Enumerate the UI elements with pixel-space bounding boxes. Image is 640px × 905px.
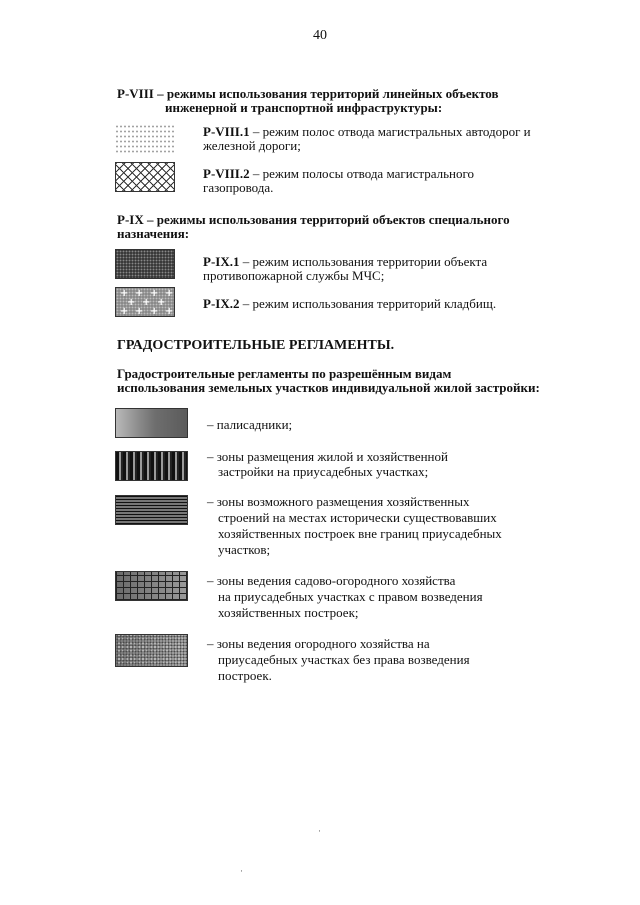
page-number: 40 — [313, 28, 327, 43]
legend-code: Р-VIII.2 — [203, 166, 250, 181]
section-viii-code: Р-VIII — [117, 86, 154, 101]
legend-code: Р-IX.2 — [203, 296, 240, 311]
legend-swatch-vertical-stripes — [115, 451, 188, 481]
legend-swatch-gradient — [115, 408, 188, 438]
legend-swatch-mottled — [115, 634, 188, 667]
reg-item-2-line2: застройки на приусадебных участках; — [218, 464, 429, 479]
legend-item-viii-1 — [203, 124, 531, 139]
reg-item-5-line1: – зоны ведения огородного хозяйства на — [207, 636, 430, 651]
legend-text-line2: железной дороги; — [203, 138, 301, 153]
reg-item-4-line2: на приусадебных участках с правом возведения — [218, 589, 483, 604]
legend-code: Р-IX.1 — [203, 254, 240, 269]
legend-item-viii-2 — [203, 166, 474, 181]
legend-text: – режим использования территорий кладбищ. — [239, 296, 497, 311]
legend-text: – режим полос отвода магистральных автодорог и — [249, 124, 531, 139]
section-ix-title — [117, 212, 510, 227]
reg-item-1-line1: – палисадники; — [207, 417, 293, 432]
reg-item-2-line1: – зоны размещения жилой и хозяйственной — [207, 449, 448, 464]
regulations-subheading-line1: Градостроительные регламенты по разрешённым видам — [117, 366, 452, 381]
reg-item-3-line3: хозяйственных построек вне границ приусадебных — [218, 526, 502, 541]
section-ix-title-line2: назначения: — [117, 226, 190, 241]
section-ix-title-line1: – режимы использования территорий объектов специального — [143, 212, 510, 227]
legend-text-line2: противопожарной службы МЧС; — [203, 268, 385, 283]
section-viii-title-line1: – режимы использования территорий линейных объектов — [153, 86, 499, 101]
section-viii-title — [117, 86, 499, 101]
reg-item-3-line2: строений на местах исторически существовавших — [218, 510, 497, 525]
legend-swatch-dark — [115, 249, 175, 279]
section-viii-title-line2: инженерной и транспортной инфраструктуры: — [165, 100, 443, 115]
reg-item-4-line1: – зоны ведения садово-огородного хозяйства — [207, 573, 456, 588]
legend-swatch-plus: + + + + + + + + + + + — [115, 287, 175, 317]
legend-swatch-horizontal-stripes — [115, 495, 188, 525]
legend-text: – режим полосы отвода магистрального — [249, 166, 475, 181]
scan-mark: · — [240, 866, 243, 876]
reg-item-5-line3: построек. — [218, 668, 272, 683]
legend-swatch-grid — [115, 571, 188, 601]
reg-item-5-line2: приусадебных участках без права возведения — [218, 652, 470, 667]
reg-item-3-line4: участков; — [218, 542, 271, 557]
legend-text-line2: газопровода. — [203, 180, 274, 195]
legend-code: Р-VIII.1 — [203, 124, 250, 139]
legend-item-ix-2 — [203, 296, 496, 311]
regulations-heading: ГРАДОСТРОИТЕЛЬНЫЕ РЕГЛАМЕНТЫ. — [117, 338, 395, 353]
reg-item-4-line3: хозяйственных построек; — [218, 605, 359, 620]
regulations-subheading-line2: использования земельных участков индивидуальной жилой застройки: — [117, 380, 540, 395]
reg-item-3-line1: – зоны возможного размещения хозяйственных — [207, 494, 470, 509]
legend-item-ix-1 — [203, 254, 487, 269]
legend-text: – режим использования территории объекта — [239, 254, 488, 269]
section-ix-code: Р-IX — [117, 212, 144, 227]
legend-swatch-dotted — [115, 124, 175, 154]
scan-mark: · — [318, 826, 321, 836]
legend-swatch-crosshatch — [115, 162, 175, 192]
